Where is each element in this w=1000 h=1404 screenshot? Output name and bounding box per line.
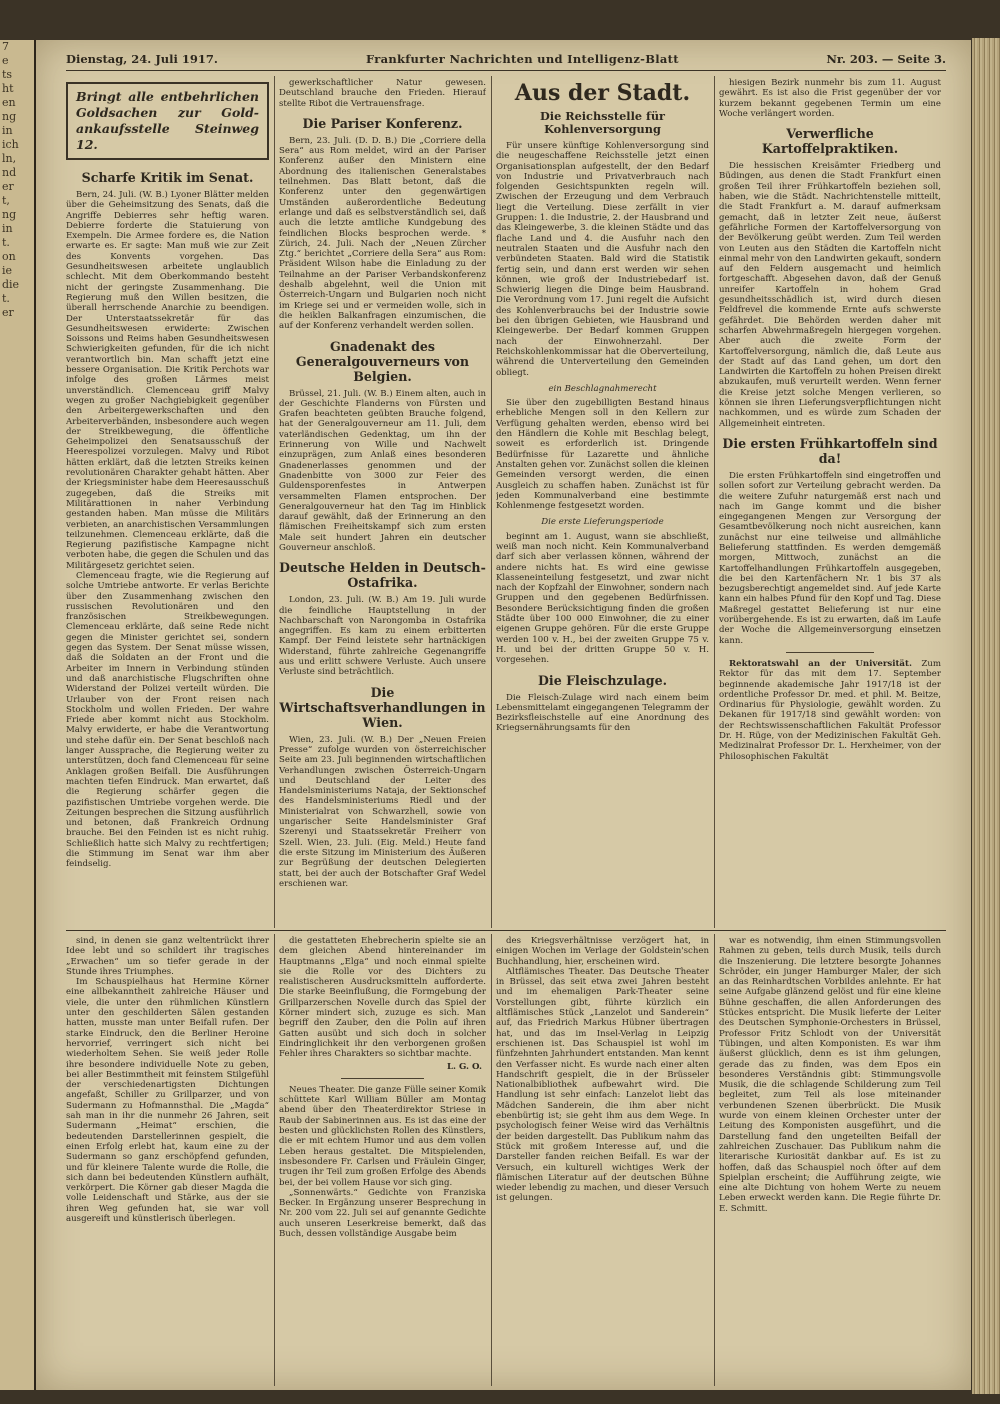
- headline-fruehkartoffeln: Die ersten Frühkartoffeln sind da!: [722, 435, 938, 466]
- headline-rektoratswahl: Rektoratswahl an der Universität.: [729, 658, 912, 669]
- feuilleton-rule: [66, 930, 946, 931]
- article-kohlenversorgung: Für unsere künftige Kohlenversorgung sind die neugeschaffene Reichsstelle jetzt einen Organisationsplan aufgestellt, der den Bedarf von Industrie und Privatverbrauch nach folgenden Gesichtspunkten regeln will. Zwischen der Erzeugung und dem Verbrauch liegt die Verteilung. Diese zerfällt in vier Gruppen: 1. die Industrie, 2. der Hausbrand und das Kleingewerbe, 3. die kleinen Städte und das flache Land und 4. die Ausfuhr nach den neutralen Staaten und die Ausfuhr nach den verbündeten Staaten. Bald wird die Statistik fertig sein, und dann erst werden wir sehen können, wie groß der Industriebedarf ist. Schwierig liegen die Dinge beim Hausbrand. Die Verordnung vom 17. Juni regelt die Aufsicht des Kohlenverbrauchs bei der Industrie sowie bei den übrigen Gebieten, wie Hausbrand und Kleingewerbe. Der Bedarf kommen Gruppen nach der Einwohnerzahl. Der Reichskohlenkommissar hat die Oberverteilung, während die Unterverteilung den Gemeinden obliegt.: [496, 141, 709, 378]
- newspaper-page: [36, 40, 971, 1390]
- column-4: [719, 78, 941, 926]
- headline-senat: Scharfe Kritik im Senat.: [81, 170, 254, 185]
- book-page-edges: [972, 38, 1000, 1394]
- column-3: [496, 78, 709, 926]
- feuilleton-text: des Kriegsverhältnisse verzögert hat, in einigen Wochen im Verlage der Goldstein'schen Buchhandlung, hier, erscheinen wird.: [496, 936, 709, 967]
- article-continued: gewerkschaftlicher Natur gewesen. Deutschland brauche den Frieden. Hierauf stellte Ribot die Vertrauensfrage.: [279, 78, 486, 109]
- feuilleton-column-4: [719, 936, 941, 1384]
- feuilleton-schauspielhaus: Im Schauspielhaus hat Hermine Körner eine allbekanntheit zahlreiche Häuser und viele, die unter den rühmlichen Künstlern unter den geschilderten Sälen gestanden hatten, musste man unter Beifall rufen. Der starke Eindruck, den die Berliner Heroine hervorrief, verringert sich nicht bei wiederholtem Sehen. Sie weiß jeder Rolle ihre besondere individuelle Note zu geben, bei aller Bestimmtheit mit feinstem Stilgefühl der verschiedenartigsten Dichtungen angefaßt, Schiller zu Grillparzer, und von Sudermann zu Hofmannsthal. Die „Magda“ sah man in ihr die nunmehr 26 Jahren, seit Sudermann „Heimat“ erschien, die bedeutenden Darstellerinnen gespielt, die einen Erfolg erlebt hat, kaum eine zu der Sudermann so ganz erschöpfend gefunden, und für kleinere Talente wurde die Rolle, die sich dann bei bedeutenden Künstlern aufhält, verkörpert. Die Körner gab dieser Magda die volle Leidenschaft und Stärke, aus der sie ihren Weg gefunden hat, sie war voll ausgereift und künstlerisch überlegen.: [66, 977, 269, 1225]
- article-senat-intro: Bern, 24. Juli. (W. B.) Lyoner Blätter melden über die Geheimsitzung des Senats, daß die Angriffe Debierres sehr heftig waren. Debierre forderte die Statuierung von Exempeln. Die Armee fordere es, die Nation erwarte es. Er sagte: Man muß wie zur Zeit des Konvents vorgehen. Das Gesundheitswesen arbeitete unglaublich schlecht. Mit dem Oberkommando besteht nicht der geringste Zusammenhang. Die Regierung muß den Willen besitzen, die überall herrschende Anarchie zu beendigen. Der Unterstaatssekretär für das Gesundheitswesen erwiderte: Zwischen Soissons und Reims haben Gesundheitswesen Schwierigkeiten gefunden, für die ich nicht verantwortlich bin. Man schafft jetzt eine bessere Organisation. Die Kritik Perchots war infolge des großen Lärmes meist unverständlich. Clemenceau griff Malvy wegen zu großer Nachgiebigkeit gegenüber den Arbeitergewerkschaften und den Arbeiterverbänden, insbesondere auch wegen der Streikbewegung, die öffentliche Geheimpolizei den Senatsausschuß der Heerespolizei vorzulegen. Malvy und Ribot hätten erklärt, daß die letzten Streiks keinen revolutionären Charakter gehabt hätten. Aber der Kriegsminister habe dem Heeresausschuß zugegeben, daß die Streiks mit Militärattionen in naher Verbindung gestanden haben. Man müsse die Militärs verbieten, an anarchistischen Versammlungen teilzunehmen. Clemenceau erklärte, daß die Regierung pazifistische Kampagne nicht verboten habe, die gegen die Schulen und das Militärgesetz gerichtet seien.: [66, 190, 269, 571]
- headline-fleischzulage: Die Fleischzulage.: [538, 672, 667, 688]
- previous-page-edge: 7 e ts ht en ng in ich ln, nd er t, ng in t. on ie die t. er: [0, 40, 36, 1390]
- subheading-beschlagnahme: ein Beschlagnahmerecht: [548, 383, 657, 394]
- column-divider: [491, 76, 492, 928]
- feuilleton-neues-theater: Neues Theater. Die ganze Fülle seiner Komik schüttete Karl William Büller am Montag abend über den Theaterdirektor Striese in Raub der Sabinerinnen aus. Es ist das eine der besten und glücklichsten Rollen des Künstlers, die er mit echtem Humor und aus dem vollen Leben heraus gestaltet. Die Mitspielenden, insbesondere Fr. Carlsen und Fräulein Ginger, trugen ihr Teil zum großen Erfolge des Abends bei, der bei vollem Hause vor sich ging.: [279, 1084, 486, 1188]
- column-divider: [714, 76, 715, 928]
- separator: [786, 652, 875, 653]
- column-1: [66, 78, 269, 926]
- feuilleton-column-1: [66, 936, 269, 1384]
- feuilleton-sonnenwaerts: „Sonnenwärts.“ Gedichte von Franziska Becker. In Ergänzung unserer Besprechung in Nr. 200 vom 22. Juli sei auf genannte Gedichte auch unseren Leserkreise bemerkt, daß das Buch, dessen vollständige Ausgabe beim: [279, 1187, 486, 1240]
- page-header: [66, 52, 946, 70]
- gold-advert: Bringt alle entbehrlichen Goldsachen zur Gold-ankaufsstelle Steinweg 12.: [66, 82, 269, 160]
- article-gnadenakt: Brüssel, 21. Juli. (W. B.) Einem alten, auch in der Geschichte Flanderns von Fürsten und Grafen beachteten geübten Brauche folgend, hat der Generalgouverneur am 11. Juli, dem vaterländischen Gedenktag, um ihn der Erinnerung von Wille und Nachwelt einzuprägen, zum Anlaß eines besonderen Gnadenerlasses genommen und der Gnadenbitte von 3000 zur Feier des Guldensporenfestes in Antwerpen versammelten Flamen entsprochen. Der Generalgouverneur hat den Tag im Hinblick darauf gewählt, daß der Erinnerung an den flämischen Freiheitskampf sich zum ersten Male seit hundert Jahren ein deutscher Gouverneur anschloß.: [279, 388, 486, 553]
- column-divider: [714, 934, 715, 1386]
- header-page-number: Nr. 203. — Seite 3.: [826, 52, 946, 66]
- header-rule: [66, 70, 946, 71]
- headline-aus-der-stadt: Aus der Stadt.: [514, 80, 691, 106]
- separator: [341, 1078, 424, 1079]
- headline-pariser-konferenz: Die Pariser Konferenz.: [302, 115, 463, 131]
- headline-gnadenakt: Gnadenakt des Generalgouverneurs von Belgien.: [295, 338, 470, 384]
- feuilleton-column-3: [496, 936, 709, 1384]
- feuilleton-altflaemisches-theater: Altflämisches Theater. Das Deutsche Theater in Brüssel, das seit etwa zwei Jahren besteht und im ehemaligen Park-Theater seine Vorstellungen gibt, führte kürzlich ein altflämisches Stück „Lanzelot und Sanderein“ auf, das Friedrich Markus Hübner übertragen hat, und das im Insel-Verlag in Leipzig erschienen ist. Das Schauspiel ist wohl im fünfzehnten Jahrhundert entstanden. Man kennt den Verfasser nicht. Es wurde nach einer alten Handschrift gespielt, die in der Brüsseler Nationalbibliothek aufbewahrt wird. Die Handlung ist sehr einfach: Lanzelot liebt das Mädchen Sanderein, die ihm aber nicht ebenbürtig ist; sie geht ihm aus dem Wege. In psychologisch feiner Weise wird das Verhältnis der beiden dargestellt. Das Publikum nahm das Stück mit großem Interesse auf, und die Darsteller fanden reichen Beifall. Es war der Versuch, ein kulturell wichtiges Werk der flämischen Literatur auf der deutschen Bühne wieder lebendig zu machen, und dieser Versuch ist gelungen.: [496, 966, 709, 1204]
- subheading-lieferungsperiode: Die erste Lieferungsperiode: [541, 517, 664, 528]
- article-kartoffelpraktiken: Die hessischen Kreisämter Friedberg und Büdingen, aus denen die Stadt Frankfurt einen großen Teil ihrer Frühkartoffeln beziehen soll, haben, wie die Städt. Nachrichtenstelle mitteilt, die Stadt Frankfurt a. M. darauf aufmerksam gemacht, daß in letzter Zeit neue, äußerst gefährliche Formen der Kartoffelversorgung von der Bevölkerung geübt werden. Zum Teil werden von Leuten aus den Städten die Kartoffeln nicht einmal mehr von den Landwirten gekauft, sondern auf den Feldern ausgemacht und heimlich fortgeschafft. Abgesehen davon, daß der Genuß unreifer Kartoffeln in hohem Grad gesundheitsschädlich ist, wird durch diesen Feldfrevel die kommende Ernte aufs schwerste gefährdet. Die Behörden werden daher mit scharfen Abwehrmaßregeln hiergegen vorgehen. Aber auch die zweite Form der Kartoffelversorgung, nämlich die, daß Leute aus der Stadt auf das Land gehen, um dort den Landwirten die Kartoffeln zu hohen Preisen direkt abzukaufen, muß verurteilt werden. Wenn ferner die Kreise jetzt solche Mengen verlieren, so können sie ihren Lieferungsverpflichtungen nicht nachkommen, und es würde zum Schaden der Allgemeinheit eintreten.: [719, 161, 941, 429]
- feuilleton-text: sind, in denen sie ganz weltentrückt ihrer Idee lebt und so schildert ihr tragisches „Erwachen“ um so tiefer gerade in der Stunde ihres Triumphes.: [66, 936, 269, 977]
- article-beschlagnahme: Sie über den zugebilligten Bestand hinaus erhebliche Mengen soll in den Kellern zur Verfügung gehalten werden, ebenso wird bei den Händlern die Kohle mit Beschlag belegt, soweit es erforderlich ist. Dringende Bedürfnisse für Lazarette und ähnliche Anstalten gehen vor. Zunächst sollen die kleinen Gemeinden versorgt werden, die einen Ausgleich zu schaffen haben. Zunächst ist für jeden Kommunalverband eine bestimmte Kohlenmenge festgesetzt worden.: [496, 398, 709, 512]
- feuilleton-text: war es notwendig, ihm einen Stimmungsvollen Rahmen zu geben, teils durch Musik, teils durch die Inszenierung. Die letztere besorgte Johannes Schröder, ein junger Hamburger Maler, der sich an das Reinhardtschen Vorbildes anlehnte. Er hat seine Aufgabe glänzend gelöst und für eine kleine Bühne geschaffen, die allen Anforderungen des Stückes entspricht. Die Musik lieferte der Leiter des Deutschen Symphonie-Orchesters in Brüssel, Professor Fritz Schlodt von der Universität Tübingen, und alten Komponisten. Es war ihm äußerst glücklich, denn es ist ihm gelungen, gerade das zu finden, was dem Epos ein besonderes Verständnis gibt: Stimmungsvolle Musik, die die schlagende Schilderung zum Teil begleitet, zum Teil als lose miteinander verbundenen Szenen überbrückt. Die Musik wurde von einem kleinen Orchester unter der Leitung des Komponisten ausgeführt, und die Darstellung fand den ungeteilten Beifall der zahlreichen Zuschauer. Das Publikum nahm die literarische Kuriosität dankbar auf. Es ist zu hoffen, daß das Schauspiel noch öfter auf dem Spielplan erscheint; die Aufführung zeigte, wie eine alte Dichtung von hohem Werte zu neuem Leben erweckt werden kann. Die Regie führte Dr. E. Schmitt.: [719, 936, 941, 1214]
- feuilleton-column-2: [279, 936, 486, 1384]
- column-divider: [491, 934, 492, 1386]
- header-date: Dienstag, 24. Juli 1917.: [66, 52, 218, 66]
- article-fruehkartoffeln: Die ersten Frühkartoffeln sind eingetroffen und sollen sofort zur Verteilung gebracht werden. Da die weitere Zufuhr naturgemäß erst nach und nach im Gange kommt und die bisher eingegangenen Mengen zur Versorgung der Gesamtbevölkerung noch nicht ausreichen, kann zunächst nur eine teilweise und allmähliche Belieferung stattfinden. Es werden demgemäß morgen, Mittwoch, zunächst an die Kartoffelhandlungen Frühkartoffeln ausgegeben, die bei den Kartenfächern Nr. 1 bis 37 als bezugsberechtigt angemeldet sind. Auf jede Karte kann ein halbes Pfund für den Kopf und Tag. Diese Maßregel gestattet Belieferung ist nur eine vorübergehende. Es ist zu erwarten, daß im Laufe der Woche die Allgemeinversorgung einsetzen kann.: [719, 470, 941, 646]
- column-2: [279, 78, 486, 926]
- headline-kartoffelpraktiken: Verwerfliche Kartoffelpraktiken.: [761, 126, 899, 157]
- headline-wien: Die Wirtschaftsverhandlungen in Wien.: [279, 684, 486, 730]
- article-lieferungsperiode: beginnt am 1. August, wann sie abschließt, weiß man noch nicht. Kein Kommunalverband darf sich aber verlassen können, während der andere nichts hat. Es wird eine gewisse Klasseneinteilung festgesetzt, und zwar nicht nach der Kopfzahl der Einwohner, sondern nach Gruppen und den gegebenen Bedürfnissen. Besondere Berücksichtigung finden die großen Städte über 100 000 Einwohner, die zu einer eigenen Gruppe gehören. Für die erste Gruppe werden 100 v. H., bei der zweiten Gruppe 75 v. H. und bei der dritten Gruppe 50 v. H. vorgesehen.: [496, 531, 709, 666]
- article-fleischzulage: Die Fleisch-Zulage wird nach einem beim Lebensmittelamt eingegangenen Telegramm der Bezirksfleischstelle auf eine Anordnung des Kriegsernährungsamts für den: [496, 692, 709, 734]
- article-ostafrika: London, 23. Juli. (W. B.) Am 19. Juli wurde die feindliche Hauptstellung in der Nachbarschaft von Narongomba in Ostafrika angegriffen. Es kam zu einem erbitterten Kampf. Der Feind leistete sehr hartnäckigen Widerstand, führte zahlreiche Gegenangriffe aus und erlitt schwere Verluste. Auch unsere Verluste sind beträchtlich.: [279, 595, 486, 678]
- article-rektoratswahl-text: Zum Rektor für das mit dem 17. September beginnende akademische Jahr 1917/18 ist der ordentliche Professor Dr. med. et phil. M. Beitze, Ordinarius für Physiologie, gewählt worden. Zu Dekanen für 1917/18 sind gewählt worden: von der Rechtswissenschaftlichen Fakultät Professor Dr. H. Rüge, von der Medizinischen Fakultät Geh. Medizinalrat Professor Dr. L. Herxheimer, von der Philosophischen Fakultät: [719, 658, 941, 762]
- column-divider: [274, 76, 275, 928]
- feuilleton-text: die gestatteten Ehebrecherin spielte sie an dem gleichen Abend hintereinander im Hauptmanns „Elga“ und noch einmal spielte sie die Rolle vor des Dichters zu realistischeren Ausdrucksmitteln aufforderte. Die starke Beeinflußung, die Formgebung der Grillparzerschen Novelle durch das Spiel der Körner mindert sich, zuzuge es sich. Man begriff den Zauber, den die Polin auf ihren Gatten ausübt und sich doch in solcher Eindringlichkeit ihr den verborgenen großen Fehler ihres Charakters so sichtbar machte.: [279, 936, 486, 1060]
- article-wien: Wien, 23. Juli. (W. B.) Der „Neuen Freien Presse“ zufolge wurden von österreichischer Seite am 23. Juli beginnenden wirtschaftlichen Verhandlungen zwischen Österreich-Ungarn und Deutschland der Leiter des Handelsministeriums Nataja, der Sektionschef des Handelsministeriums Riedl und der Ministerialrat von Schwarzhell, sowie von ungarischer Seite Handelsminister Graf Szerenyi und Staatssekretär Freiherr von Szell. Wien, 23. Juli. (Eig. Meld.) Heute fand die erste Sitzung im Ministerium des Äußeren zur Begrüßung der deutschen Delegierten statt, bei der auch der Botschafter Graf Wedel erschienen war.: [279, 734, 486, 889]
- article-fleisch-continued: hiesigen Bezirk nunmehr bis zum 11. August gewährt. Es ist also die Frist gegenüber der vor kurzem bekannt gegebenen Termin um eine Woche verlängert worden.: [719, 78, 941, 119]
- article-pariser-konferenz: Bern, 23. Juli. (D. D. B.) Die „Corriere della Sera“ aus Rom meldet, wird an der Pariser Konferenz außer den Ministern eine Abordnung des italienischen Generalstabes teilnehmen. Das Blatt betont, daß die Konferenz unter den gegenwärtigen Umständen außerordentliche Bedeutung erlange und daß es selbstverständlich sei, daß auch die letzte amtliche Kundgebung des feindlichen Blocks besprochen werde. * Zürich, 24. Juli. Nach der „Neuen Zürcher Ztg.“ berichtet „Corriere della Sera“ aus Rom: Präsident Wilson habe die Einladung zu der Teilnahme an der Pariser Verbandskonferenz deshalb abgelehnt, weil die Union mit Österreich-Ungarn und Bulgarien noch nicht im Kriege sei und er vermeiden wolle, sich in die heiklen Balkanfragen einzumischen, die auf der Konferenz verhandelt werden sollen.: [279, 135, 486, 332]
- header-title: Frankfurter Nachrichten und Intelligenz-Blatt: [366, 52, 679, 66]
- article-rektoratswahl: [719, 659, 941, 762]
- column-divider: [274, 934, 275, 1386]
- headline-ostafrika: Deutsche Helden in Deutsch-Ostafrika.: [279, 560, 486, 591]
- headline-kohlenversorgung: Die Reichsstelle für Kohlenversorgung: [539, 109, 666, 136]
- author-signature: L. G. O.: [446, 1061, 482, 1072]
- article-senat-body: Clemenceau fragte, wie die Regierung auf solche Umtriebe antworte. Er verlas Berichte über den Zusammenhang zwischen den russischen Revolutionären und den französischen Streikbewegungen. Clemenceau erklärte, daß seine Rede nicht gegen die Minister gerichtet sei, sondern gegen das System. Der Senat müsse wissen, daß die Soldaten an der Front und die Arbeiter im Innern in Verbindung stünden und daß anarchistische Flugschriften ohne Widerstand der Polizei verteilt würden. Die Urlauber von der Front reisen nach Stockholm und wollen Frieden. Der wahre Friede aber kommt nicht aus Stockholm. Malvy erwiderte, er habe die Verantwortung und stehe dafür ein. Der Senat beschloß nach langer Aussprache, die Regierung weiter zu unterstützen, doch fand Clemenceau für seine Anklagen großen Beifall. Die Ausführungen machten tiefen Eindruck. Man erwartet, daß die Regierung schärfer gegen die pazifistischen Umtriebe vorgehen werde. Die Zeitungen besprechen die Sitzung ausführlich und betonen, daß Frankreich Ordnung brauche. Bei den Feinden ist es nicht ruhig. Schließlich hatte sich Malvy zu rechtfertigen; die Stimmung im Senat war ihm aber feindselig.: [66, 570, 269, 870]
